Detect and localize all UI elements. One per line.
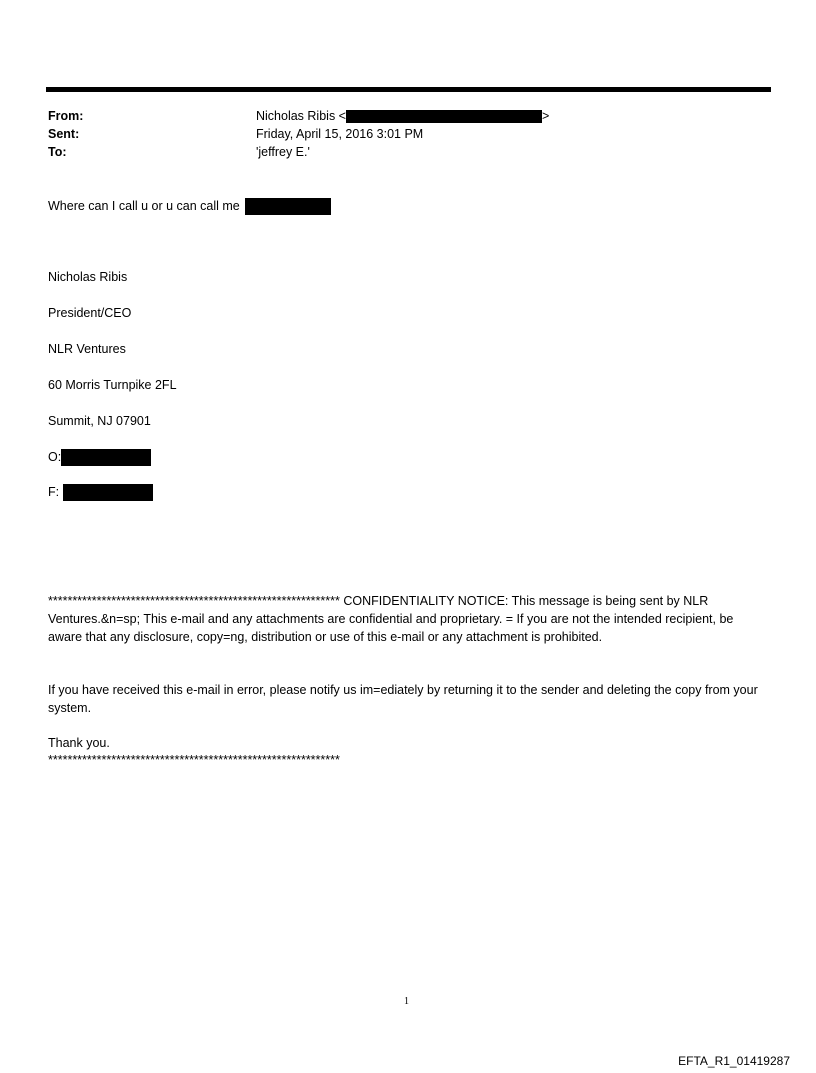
sender-name: Nicholas Ribis <	[256, 109, 346, 123]
error-notice: If you have received this e-mail in error, please notify us im=ediately by returning it to the sender and deleting the copy from your system.	[48, 683, 758, 715]
sent-label: Sent:	[48, 127, 80, 141]
sent-value: Friday, April 15, 2016 3:01 PM	[256, 127, 424, 141]
sender-email-close: >	[541, 109, 550, 123]
redacted-email-block	[346, 110, 542, 123]
redacted-office-number	[61, 449, 151, 466]
confidentiality-notice: ************************************************************ CONFIDENTIALITY NOTICE: This message is being sent by NLR Ventures.&n=sp; This e-mail and any attachments are confidential and proprietary. = If you are not the intended recipient, be aware that any disclosure, copy=ng, distribution or use of this e-mail or any attachment is prohibited.	[48, 594, 734, 644]
closing-stars: ************************************************************	[48, 753, 340, 767]
redacted-phone-block	[245, 198, 331, 215]
signature-name: Nicholas Ribis	[48, 270, 128, 284]
from-value	[256, 108, 549, 124]
header-divider	[46, 87, 771, 92]
page-number: 1	[404, 996, 409, 1007]
bates-number: EFTA_R1_01419287	[678, 1054, 790, 1068]
signature-city: Summit, NJ 07901	[48, 414, 151, 428]
redacted-fax-number	[63, 484, 153, 501]
message-text: Where can I call u or u can call me	[48, 199, 240, 213]
office-phone-line	[48, 449, 151, 466]
fax-line	[48, 484, 153, 501]
thank-you: Thank you.	[48, 736, 110, 750]
office-label: O:	[48, 450, 62, 464]
signature-title: President/CEO	[48, 306, 132, 320]
to-label: To:	[48, 145, 67, 159]
from-label: From:	[48, 109, 84, 123]
to-value: 'jeffrey E.'	[256, 145, 310, 159]
message-line	[48, 198, 331, 215]
fax-label: F:	[48, 485, 60, 499]
signature-address: 60 Morris Turnpike 2FL	[48, 378, 177, 392]
signature-company: NLR Ventures	[48, 342, 126, 356]
